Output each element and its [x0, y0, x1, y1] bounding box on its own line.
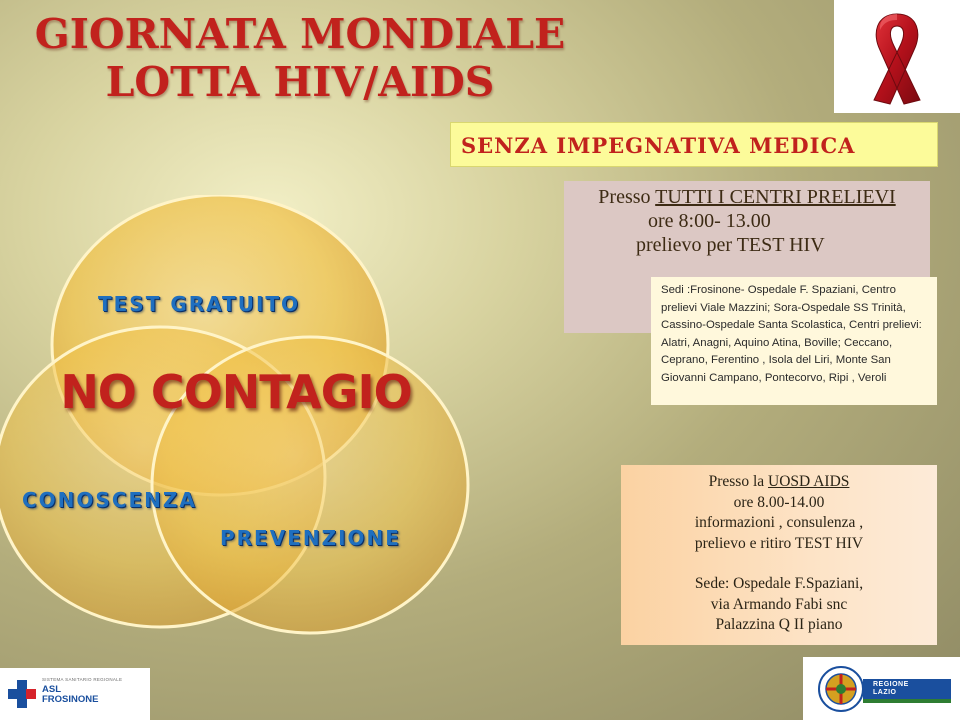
blood-centers-hours: ore 8:00- 13.00	[648, 210, 771, 232]
uosd-prefix: Presso la	[708, 473, 769, 490]
lazio-name-line-2: LAZIO	[873, 689, 897, 696]
blood-centers-line-1	[564, 185, 930, 209]
uosd-hours: ore 8.00-14.00	[733, 493, 825, 511]
asl-name-line-2: FROSINONE	[42, 694, 99, 705]
locations-list: Sedi :Frosinone- Ospedale F. Spaziani, Centro prelievi Viale Mazzini; Sora-Ospedale SS Trinità, Cassino-Ospedale Santa Scolastica, Centri prelievi: Alatri, Anagni, Aquino Atina, Boville; Ceccano, Ceprano, Ferentino , Isola del Liri, Monte San Giovanni Campano, Pontecorvo, Ripi , Veroli	[651, 277, 937, 405]
no-contagion-heading: NO CONTAGIO	[60, 365, 412, 419]
blood-centers-link-text: TUTTI I CENTRI PRELIEVI	[655, 186, 896, 208]
uosd-name: UOSD AIDS	[768, 473, 850, 490]
venn-label-knowledge: CONOSCENZA	[22, 488, 197, 512]
uosd-services-1: informazioni , consulenza ,	[694, 514, 864, 531]
lazio-name	[873, 681, 909, 697]
ribbon-panel	[834, 0, 960, 113]
asl-system-label: SISTEMA SANITARIO REGIONALE	[42, 677, 123, 682]
lazio-name-line-1: REGIONE	[873, 681, 909, 688]
uosd-services-2: prelievo e ritiro TEST HIV	[694, 534, 864, 552]
asl-name-line-1: ASL	[42, 684, 61, 695]
regione-lazio-logo	[803, 657, 960, 720]
red-ribbon-icon	[834, 0, 960, 113]
title-line-1: GIORNATA MONDIALE	[34, 10, 566, 58]
title-line-2: LOTTA HIV/AIDS	[105, 58, 495, 106]
uosd-aids-box	[621, 465, 937, 645]
uosd-spacer	[621, 554, 937, 574]
blood-centers-service: prelievo per TEST HIV	[636, 234, 825, 256]
uosd-line-1	[621, 472, 937, 493]
blood-centers-prefix: Presso	[598, 186, 656, 208]
uosd-address-2: via Armando Fabi snc	[710, 595, 848, 613]
asl-frosinone-logo	[0, 668, 150, 720]
uosd-address-1: Sede: Ospedale F.Spaziani,	[694, 575, 864, 592]
no-prescription-banner: SENZA IMPEGNATIVA MEDICA	[450, 122, 938, 167]
venn-label-prevention: PREVENZIONE	[220, 526, 401, 550]
poster-title	[0, 10, 600, 106]
venn-label-test: TEST GRATUITO	[98, 292, 301, 316]
uosd-address-3: Palazzina Q II piano	[715, 616, 843, 633]
asl-cross-icon	[4, 676, 40, 712]
asl-name	[42, 685, 98, 705]
